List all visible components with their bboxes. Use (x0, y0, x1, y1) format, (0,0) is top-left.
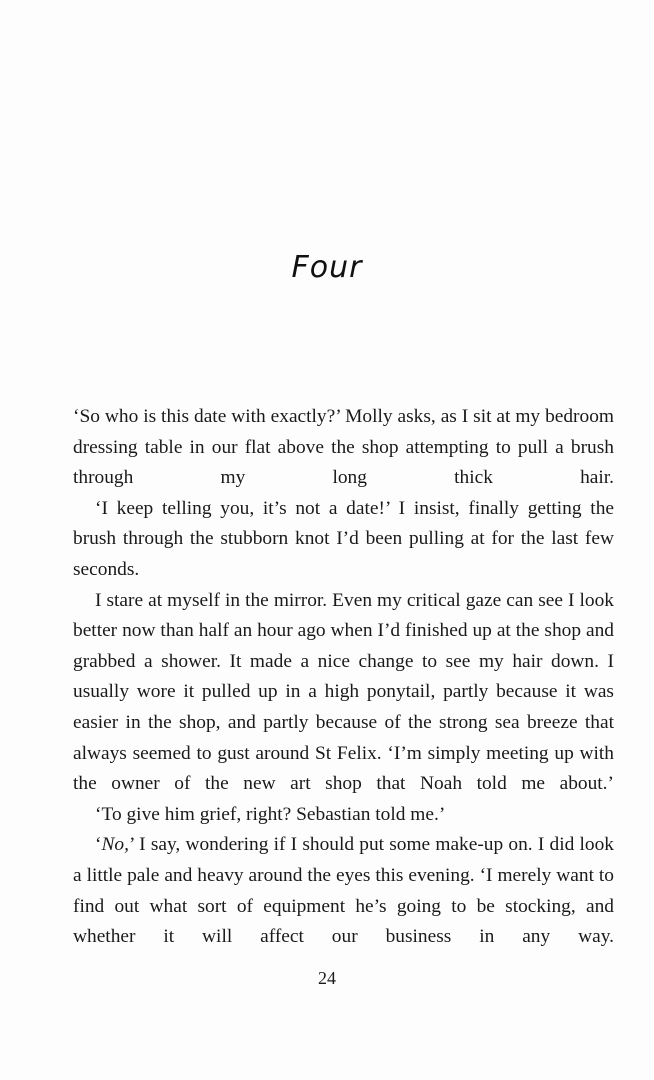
text-line: few seconds. (73, 528, 614, 580)
paragraph-2 (73, 494, 614, 586)
text-line: hair down. I usually wore it pulled up in a high ponytail, partly (73, 650, 614, 703)
text-line: bedroom dressing table in our flat above the shop attempting (73, 406, 614, 458)
text-line: look a little pale and heavy around the eyes this evening. (73, 834, 614, 886)
page-number: 24 (318, 968, 336, 988)
text-line: I look better now than half an hour ago when I’d finished up at (73, 589, 614, 642)
paragraph-1 (73, 402, 614, 494)
text-line: be stocking, and whether it will affect our business in any way. (73, 895, 614, 948)
emphasis-word: No, (101, 834, 129, 856)
text-line: ’ I say, wondering if I should put some make-up on. I did (128, 834, 575, 856)
text-line: ‘I keep telling you, it’s not a date!’ I insist, finally getting the (95, 497, 614, 519)
text-line: to pull a brush through my long thick hair. (73, 436, 614, 489)
text-line: strong sea breeze that always seemed to gust around St Felix. (73, 711, 614, 764)
text-line: ‘So who is this date with exactly?’ Molly asks, as I sit at my (73, 406, 541, 427)
text-line: ‘I’m simply meeting up with the owner of the new art shop that (73, 742, 614, 795)
paragraph-5: ‘No,’ I say, wondering if I should put some make-up on. I did look a little pale and heavy around the eyes this evening. ‘I merely want to find out what sort of equipment he’s going to be stocking, and whether it will affect our business in any way. (73, 834, 614, 948)
text-line: Noah told me about.’ (420, 773, 614, 795)
text-line: I stare at myself in the mirror. Even my critical gaze can see (95, 589, 563, 611)
paragraph-4 (73, 800, 614, 831)
text-line: the shop and grabbed a shower. It made a nice change to see my (73, 620, 614, 672)
body-text (73, 402, 614, 953)
text-line: ‘I merely want to find out what sort of equipment he’s going to (73, 864, 614, 917)
paragraph-3 (73, 586, 614, 800)
text-line: because it was easier in the shop, and partly because of the (73, 681, 614, 733)
text-line: ‘To give him grief, right? Sebastian told me.’ (95, 803, 446, 825)
chapter-title: Four (291, 250, 363, 285)
text-line: brush through the stubborn knot I’d been pulling at for the last (73, 528, 579, 550)
